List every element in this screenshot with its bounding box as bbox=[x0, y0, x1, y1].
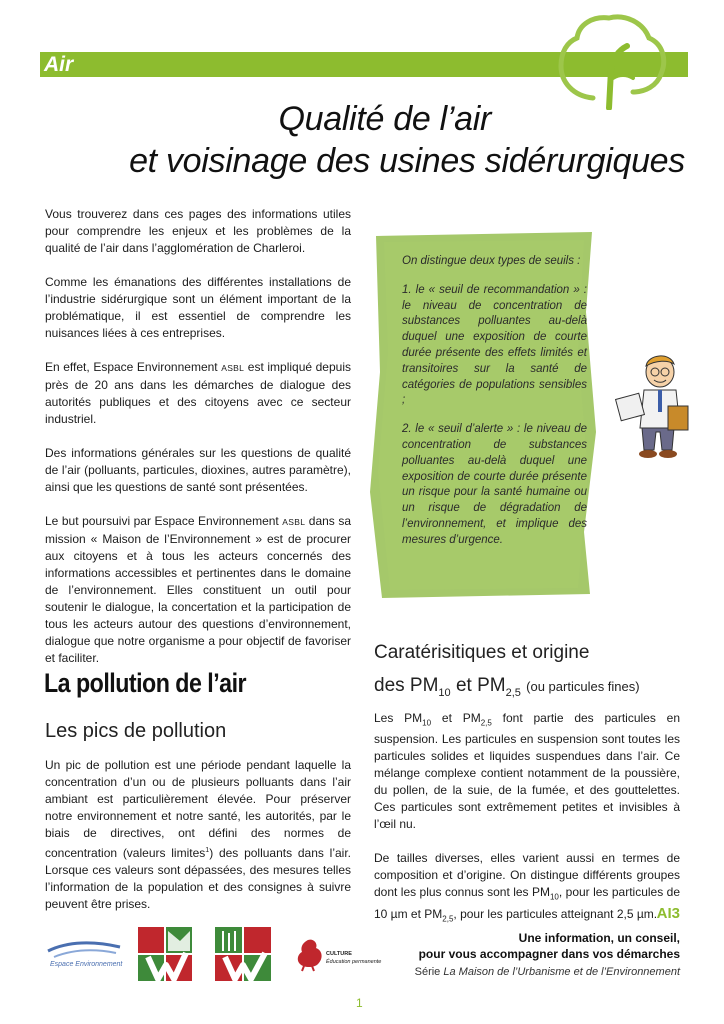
p1-et: et PM bbox=[431, 711, 481, 725]
involvement-text-b: est impliqué depuis près de 20 ans dans les démarches de dialogue des autorités publiques et des citoyens avec ce secteur industriel. bbox=[45, 360, 351, 426]
general-info-paragraph: Des informations générales sur les questions de qualité de l’air (polluants, particules, dioxines, autres paramètre), ainsi que les questions de santé sont présentées. bbox=[45, 446, 351, 494]
mission-text-a: Le but poursuivi par Espace Environnement bbox=[45, 514, 279, 528]
p1-b: font partie des particules en suspension. Les particules en suspension sont toutes les particules solides et liquides suspendues dans l’air. Ce mélange complexe contient notamment de la poussière, du pollen, de la suie, de la fumée, et des gouttelettes. Ces particules sont extrêmement petites et invisibles à l’œil nu. bbox=[374, 711, 680, 832]
left-column bbox=[45, 206, 351, 684]
p1-a: Les PM bbox=[374, 711, 423, 725]
rooster-culture-logo-icon bbox=[290, 936, 326, 972]
thresholds-note-box bbox=[370, 232, 598, 598]
involvement-paragraph bbox=[45, 359, 351, 428]
maison-environnement-logo-icon bbox=[215, 927, 271, 981]
footer-tagline-2: pour vous accompagner dans vos démarches bbox=[418, 947, 680, 961]
industry-paragraph: Comme les émanations des différentes installations de l’industrie sidérurgique sont un élément important de la problématique, il est essentiel de comprendre les nuisances liées à ces entreprises. bbox=[45, 275, 351, 340]
pm-des: des PM bbox=[374, 675, 439, 696]
mission-paragraph bbox=[45, 513, 351, 667]
culture-label bbox=[326, 950, 381, 966]
mascot-illustration-icon bbox=[608, 352, 698, 460]
title-line-1: Qualité de l’air bbox=[278, 100, 491, 138]
pics-text-b: ) des polluants dans l’air. Lorsque ces valeurs sont dépassées, des mesures telles l’information de la population et des consignes à suivre peuvent être prises. bbox=[45, 846, 352, 911]
footnote-ref: 1 bbox=[205, 847, 210, 854]
pm-paragraph-1 bbox=[374, 710, 680, 833]
p2-b: , pour les particules de 10 µm et PM bbox=[374, 885, 680, 921]
page-title bbox=[40, 98, 685, 182]
p2-a: De tailles diverses, elles varient aussi en termes de composition et d’origine. On distingue différents groupes dont les plus connus sont les PM bbox=[374, 851, 680, 900]
title-line-2: et voisinage des usines sidérurgiques bbox=[129, 142, 685, 180]
pm10-sub: 10 bbox=[438, 686, 451, 699]
page-number: 1 bbox=[356, 996, 363, 1010]
p2-sub25: 2,5 bbox=[442, 914, 454, 924]
section-heading-pollution: La pollution de l’air bbox=[44, 668, 247, 698]
note-item-2: 2. le « seuil d’alerte » : le niveau de concentration de substances polluantes au-delà duquel une exposition de courte durée présente un risque pour la santé humaine ou un risque de dégradation de l’environnement, et implique des mesures d’urgence. bbox=[402, 423, 587, 546]
subheading-pm bbox=[374, 675, 640, 699]
espace-environnement-label: Espace Environnement bbox=[50, 961, 123, 968]
p2-sub10: 10 bbox=[549, 892, 559, 902]
note-item-1: 1. le « seuil de recommandation » : le niveau de concentration de substances polluantes au-delà duquel une exposition de courte durée présente des effets limités et transitoires sur la santé de catégories de populations sensibles ; bbox=[402, 283, 587, 407]
subheading-pics: Les pics de pollution bbox=[45, 720, 227, 742]
pm-small-note: (ou particules fines) bbox=[526, 679, 640, 694]
document-code: AI3 bbox=[656, 905, 680, 922]
note-text bbox=[402, 254, 587, 562]
note-intro: On distingue deux types de seuils : bbox=[402, 255, 581, 267]
tree-logo-icon bbox=[553, 12, 671, 110]
p2-c: , pour les particules atteignant 2,5 µm. bbox=[453, 906, 658, 921]
maison-urbanisme-logo-icon bbox=[138, 927, 192, 981]
subheading-caracteristiques: Caratérisitiques et origine bbox=[374, 642, 590, 663]
culture-subtitle: Éducation permanente bbox=[326, 959, 382, 965]
section-label: Air bbox=[44, 53, 74, 76]
involvement-text-a: En effet, Espace Environnement bbox=[45, 360, 218, 374]
pics-text-a: Un pic de pollution est une période pendant laquelle la concentration d’un ou de plusieurs polluants dans l’air ambiant est particulièrement élevée. Pour préserver notre environnement et notre santé, les autorités, par le biais de directives, ont défini des normes de concentration (valeurs limites bbox=[45, 758, 351, 860]
p1-sub10: 10 bbox=[422, 718, 432, 728]
p1-sub25: 2,5 bbox=[480, 718, 492, 728]
intro-paragraph: Vous trouverez dans ces pages des informations utiles pour comprendre les enjeux et les problèmes de la qualité de l’air dans l’agglomération de Charleroi. bbox=[45, 207, 351, 255]
pics-paragraph bbox=[45, 757, 351, 913]
mission-text-b: dans sa mission « Maison de l’Environnement » est de procurer aux citoyens et à tous les acteurs concernés des informations accessibles et pertinentes dans le domaine de l’environnement. Elles constituent un outil pour soutenir le dialogue, la concertation et la participation de tous les acteurs autour des questions d’environnement, dialogue que notre organisme a pour objectif de favoriser et faciliter. bbox=[45, 514, 351, 665]
footer-series bbox=[415, 966, 680, 978]
left-column-bottom bbox=[45, 757, 351, 930]
footer-tagline-1: Une information, un conseil, bbox=[518, 931, 680, 945]
pm25-sub: 2,5 bbox=[505, 686, 521, 699]
culture-title: CULTURE bbox=[326, 951, 352, 957]
pm-et: et PM bbox=[450, 675, 506, 696]
right-column bbox=[374, 710, 680, 944]
asbl-label: ASBL bbox=[221, 363, 245, 373]
series-prefix: Série bbox=[414, 966, 444, 978]
asbl-label-2: ASBL bbox=[282, 517, 306, 527]
series-title: La Maison de l’Urbanisme et de l’Environnement bbox=[443, 966, 680, 978]
pm-paragraph-2 bbox=[374, 850, 680, 927]
